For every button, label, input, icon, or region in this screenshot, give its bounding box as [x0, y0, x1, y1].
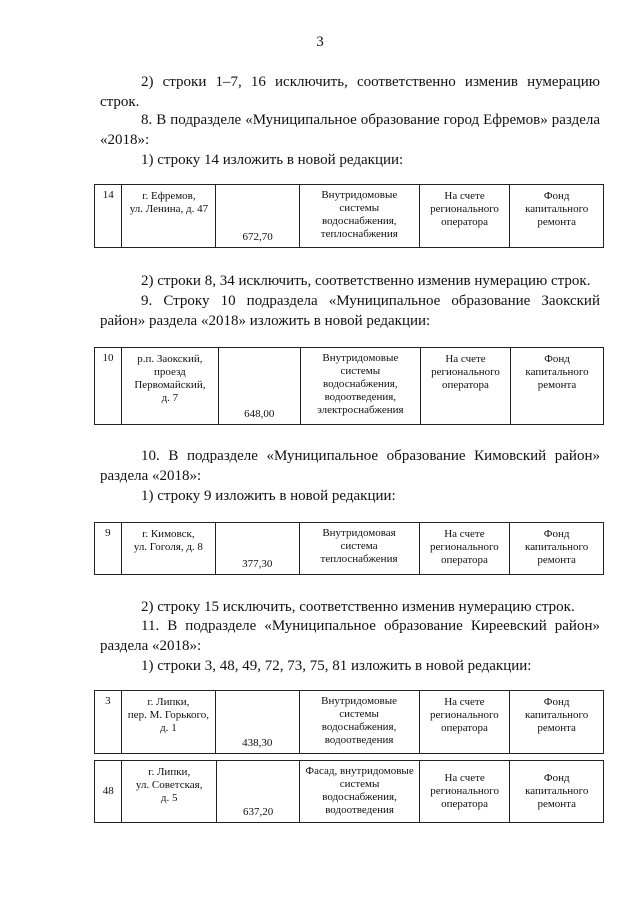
address-line: д. 7 [161, 392, 179, 404]
para-line: 8. В подразделе «Муниципальное образование город Ефремов» раздела [141, 112, 600, 128]
account-line: На счете [444, 696, 485, 708]
address-line: ул. Ленина, д. 47 [129, 203, 209, 215]
source-line: капитального [525, 541, 589, 553]
work-line: Внутридомовые [321, 695, 397, 707]
source-cell [510, 523, 604, 575]
address-line: д. 5 [160, 792, 178, 804]
row-number: 48 [95, 761, 122, 823]
address-line: проезд [153, 366, 186, 378]
account-cell [419, 185, 510, 248]
cost-cell: 377,30 [215, 523, 299, 575]
para-line: 2) строки 8, 34 исключить, соответственно изменив нумерацию строк. [141, 273, 591, 289]
account-line: На счете [444, 528, 485, 540]
work-line: системы [340, 365, 381, 377]
table-row [95, 523, 604, 575]
work-cell [299, 523, 419, 575]
address-line: ул. Советская, [135, 779, 203, 791]
para-line: «2018»: [100, 132, 150, 148]
para-line: 9. Строку 10 подраздела «Муниципальное образование Заокский [141, 293, 600, 309]
para-line: раздела «2018»: [100, 638, 202, 654]
work-line: Фасад, внутридомовые [305, 765, 414, 777]
work-line: системы [339, 202, 380, 214]
address-line: ул. Гоголя, д. 8 [133, 541, 203, 553]
record-table-kireevsky-row3 [94, 690, 604, 754]
record-table-kireevsky-row48 [94, 760, 604, 823]
source-line: капитального [525, 203, 589, 215]
address-cell [122, 348, 219, 425]
work-cell [299, 185, 419, 248]
source-line: Фонд [543, 190, 570, 202]
account-line: оператора [440, 554, 488, 566]
work-line: системы [339, 708, 379, 720]
account-line: оператора [441, 798, 489, 810]
address-line: Первомайский, [134, 379, 206, 391]
para-line: 1) строку 9 изложить в новой редакции: [141, 488, 396, 504]
account-cell [419, 761, 510, 823]
row-number: 10 [95, 348, 122, 425]
source-line: ремонта [537, 554, 576, 566]
account-line: оператора [440, 722, 488, 734]
record-table-zaoksky [94, 347, 604, 425]
para-line: 11. В подразделе «Муниципальное образование Киреевский район» [141, 618, 600, 634]
account-cell [419, 523, 510, 575]
cost-cell: 637,20 [217, 761, 300, 823]
account-cell [420, 348, 510, 425]
address-cell [121, 691, 215, 754]
page-number: 3 [316, 34, 324, 50]
row-number: 14 [95, 185, 122, 248]
para-line: 1) строку 14 изложить в новой редакции: [141, 152, 404, 168]
source-line: ремонта [537, 216, 576, 228]
work-line: теплоснабжения [320, 553, 398, 565]
address-line: г. Кимовск, [142, 528, 195, 540]
work-line: водоснабжения, [322, 791, 397, 803]
source-cell [510, 185, 604, 248]
table-row [95, 691, 604, 754]
work-line: водоотведения, [324, 391, 397, 403]
work-line: водоотведения [325, 804, 394, 816]
source-line: ремонта [537, 798, 576, 810]
address-cell [121, 523, 215, 575]
row-number: 9 [95, 523, 122, 575]
work-cell [300, 348, 420, 425]
account-line: регионального [430, 541, 499, 553]
source-line: капитального [525, 785, 589, 797]
cost-cell: 672,70 [216, 185, 299, 248]
para-line: 2) строки 1–7, 16 исключить, соответственно изменив нумерацию [141, 74, 600, 90]
work-line: системы [339, 778, 380, 790]
source-line: ремонта [537, 379, 577, 391]
table-row [95, 348, 604, 425]
address-line: р.п. Заокский, [137, 353, 203, 365]
table-row [95, 761, 604, 823]
address-cell [122, 185, 216, 248]
table-row [95, 185, 604, 248]
work-line: Внутридомовые [321, 189, 398, 201]
work-cell [300, 761, 419, 823]
account-line: регионального [430, 785, 500, 797]
source-line: Фонд [543, 528, 570, 540]
address-line: г. Липки, [148, 766, 191, 778]
address-line: пер. М. Горького, [127, 709, 210, 721]
account-line: На счете [445, 353, 486, 365]
work-line: система [340, 540, 378, 552]
work-line: Внутридомовая [322, 527, 396, 539]
source-line: капитального [525, 366, 589, 378]
work-line: водоснабжения, [321, 721, 397, 733]
record-table-efremov [94, 184, 604, 248]
account-cell [419, 691, 510, 754]
source-line: Фонд [543, 772, 570, 784]
source-line: Фонд [543, 696, 570, 708]
account-line: регионального [430, 709, 499, 721]
work-line: водоотведения [324, 734, 394, 746]
para-line: строк. [100, 94, 140, 110]
work-line: водоснабжения, [323, 378, 398, 390]
work-line: электроснабжения [317, 404, 404, 416]
source-line: Фонд [544, 353, 570, 365]
record-table-kimovsk [94, 522, 604, 575]
work-cell [299, 691, 419, 754]
para-line: раздела «2018»: [100, 468, 202, 484]
address-line: г. Ефремов, [142, 190, 196, 202]
account-line: На счете [444, 190, 485, 202]
work-line: водоснабжения, [321, 215, 397, 227]
source-line: ремонта [537, 722, 576, 734]
cost-cell: 438,30 [215, 691, 299, 754]
address-line: д. 1 [160, 722, 177, 734]
source-cell [510, 761, 604, 823]
account-line: оператора [441, 216, 488, 228]
account-line: регионального [431, 366, 500, 378]
para-line: 10. В подразделе «Муниципальное образование Кимовский район» [141, 448, 600, 464]
para-line: 1) строки 3, 48, 49, 72, 73, 75, 81 изложить в новой редакции: [141, 658, 532, 674]
account-line: На счете [444, 772, 485, 784]
account-line: регионального [430, 203, 499, 215]
cost-cell: 648,00 [218, 348, 300, 425]
row-number: 3 [95, 691, 122, 754]
source-cell [510, 691, 604, 754]
source-cell [511, 348, 604, 425]
source-line: капитального [525, 709, 589, 721]
account-line: оператора [442, 379, 489, 391]
address-line: г. Липки, [147, 696, 190, 708]
work-line: Внутридомовые [322, 352, 399, 364]
para-line: район» раздела «2018» изложить в новой редакции: [100, 313, 431, 329]
address-cell [122, 761, 217, 823]
para-line: 2) строку 15 исключить, соответственно изменив нумерацию строк. [141, 599, 575, 615]
work-line: теплоснабжения [320, 228, 398, 240]
